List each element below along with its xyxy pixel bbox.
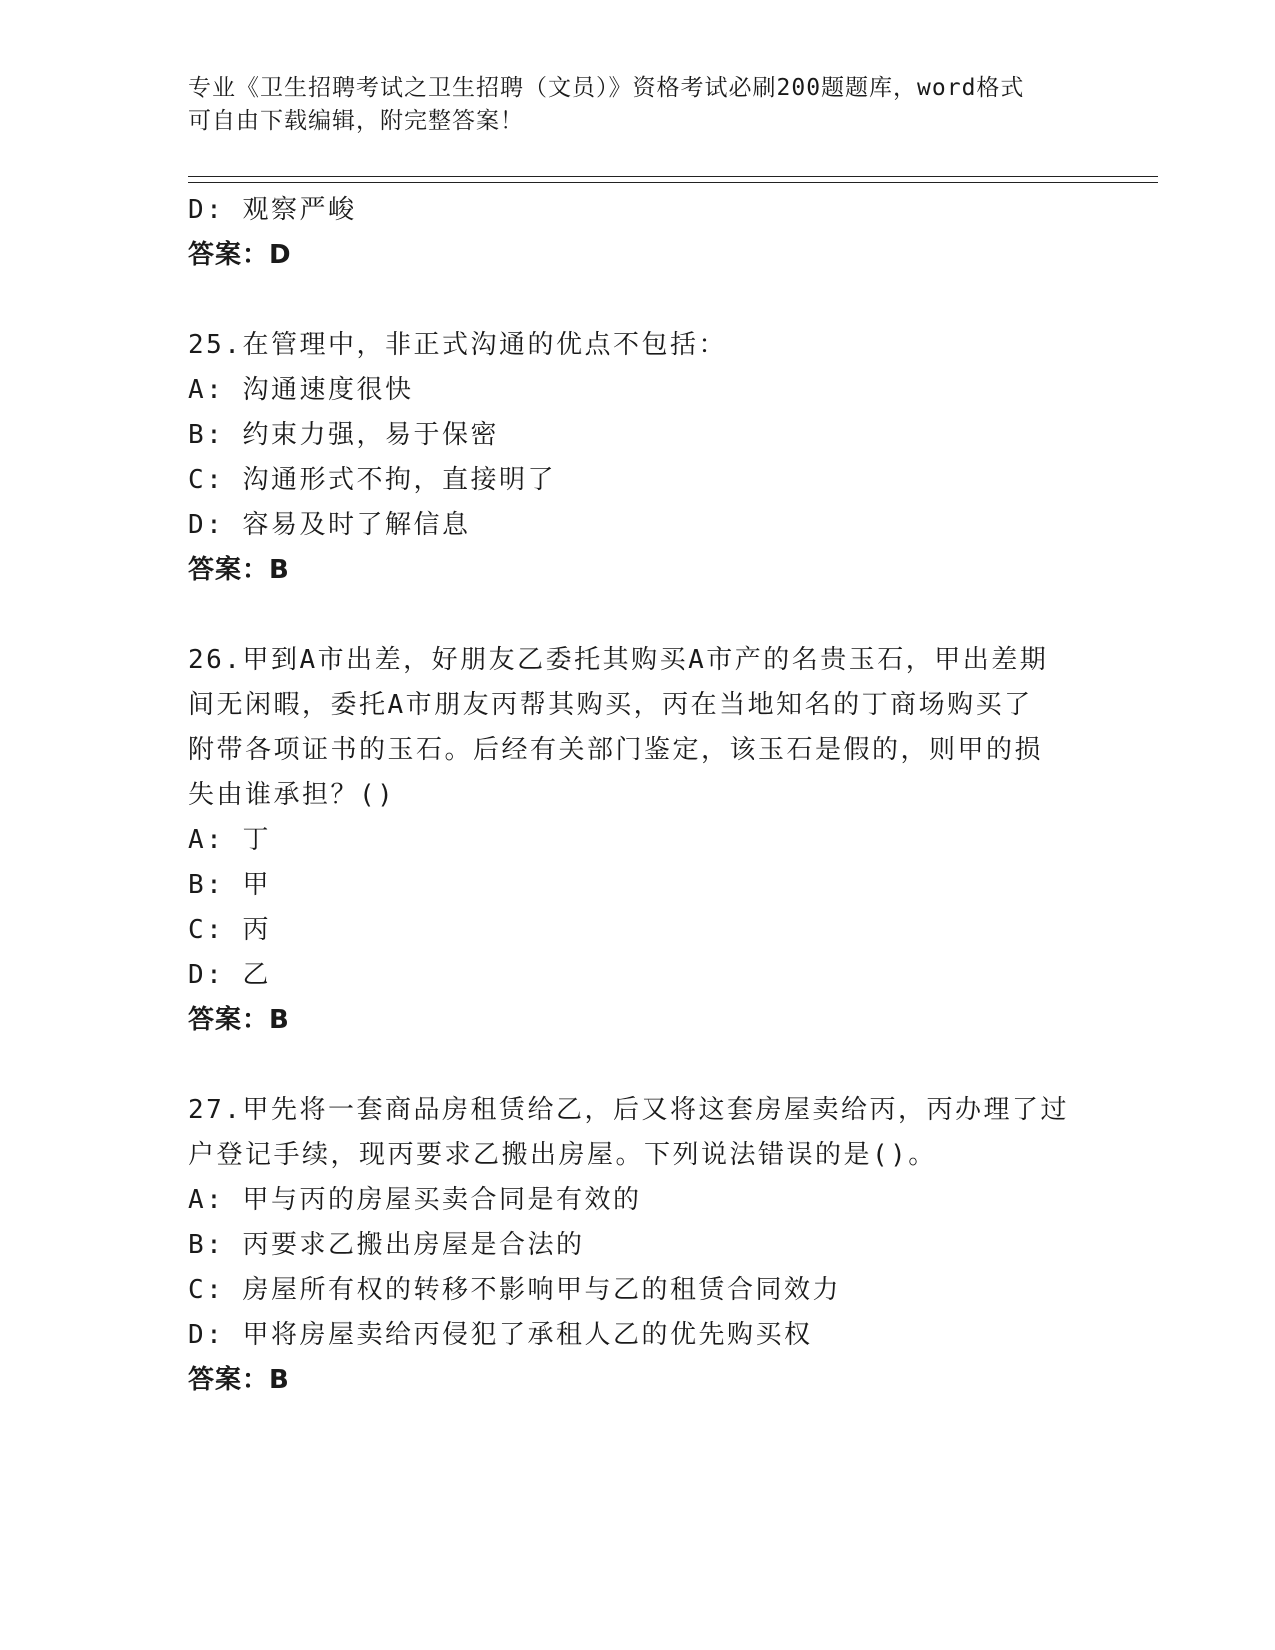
option-c: C: 沟通形式不拘，直接明了 — [188, 465, 556, 495]
option-a: A: 沟通速度很快 — [188, 375, 414, 405]
question-stem: 户登记手续，现丙要求乙搬出房屋。下列说法错误的是()。 — [188, 1140, 937, 1170]
option-a: A: 丁 — [188, 825, 271, 855]
header-divider — [188, 176, 1158, 183]
question-stem: 27.甲先将一套商品房租赁给乙，后又将这套房屋卖给丙，丙办理了过 — [188, 1095, 1069, 1125]
option-b: B: 丙要求乙搬出房屋是合法的 — [188, 1230, 585, 1260]
question-26 — [188, 638, 1188, 1043]
spacer — [188, 278, 1188, 323]
question-stem: 附带各项证书的玉石。后经有关部门鉴定，该玉石是假的，则甲的损 — [188, 735, 1044, 765]
carryover-option-d: D: 观察严峻 — [188, 195, 357, 225]
option-c: C: 丙 — [188, 915, 271, 945]
option-b: B: 约束力强，易于保密 — [188, 420, 499, 450]
spacer — [188, 1043, 1188, 1088]
question-stem: 25.在管理中，非正式沟通的优点不包括： — [188, 330, 727, 360]
option-d: D: 甲将房屋卖给丙侵犯了承租人乙的优先购买权 — [188, 1320, 813, 1350]
option-d: D: 容易及时了解信息 — [188, 510, 471, 540]
question-27 — [188, 1088, 1188, 1403]
option-b: B: 甲 — [188, 870, 271, 900]
option-a: A: 甲与丙的房屋买卖合同是有效的 — [188, 1185, 642, 1215]
question-stem: 26.甲到A市出差，好朋友乙委托其购买A市产的名贵玉石，甲出差期 — [188, 645, 1049, 675]
question-stem: 间无闲暇，委托A市朋友丙帮其购买，丙在当地知名的丁商场购买了 — [188, 690, 1033, 720]
question-stem: 失由谁承担？() — [188, 780, 396, 810]
document-header — [188, 72, 1088, 138]
header-line-1: 专业《卫生招聘考试之卫生招聘（文员）》资格考试必刷200题题库，word格式 — [188, 75, 1025, 101]
option-c: C: 房屋所有权的转移不影响甲与乙的租赁合同效力 — [188, 1275, 841, 1305]
question-list — [188, 188, 1188, 1403]
answer: 答案：B — [188, 1365, 290, 1395]
answer: 答案：B — [188, 1005, 290, 1035]
carryover-answer: 答案：D — [188, 240, 292, 270]
header-line-2: 可自由下载编辑，附完整答案！ — [188, 108, 524, 134]
question-25 — [188, 323, 1188, 593]
answer: 答案：B — [188, 555, 290, 585]
spacer — [188, 593, 1188, 638]
option-d: D: 乙 — [188, 960, 271, 990]
